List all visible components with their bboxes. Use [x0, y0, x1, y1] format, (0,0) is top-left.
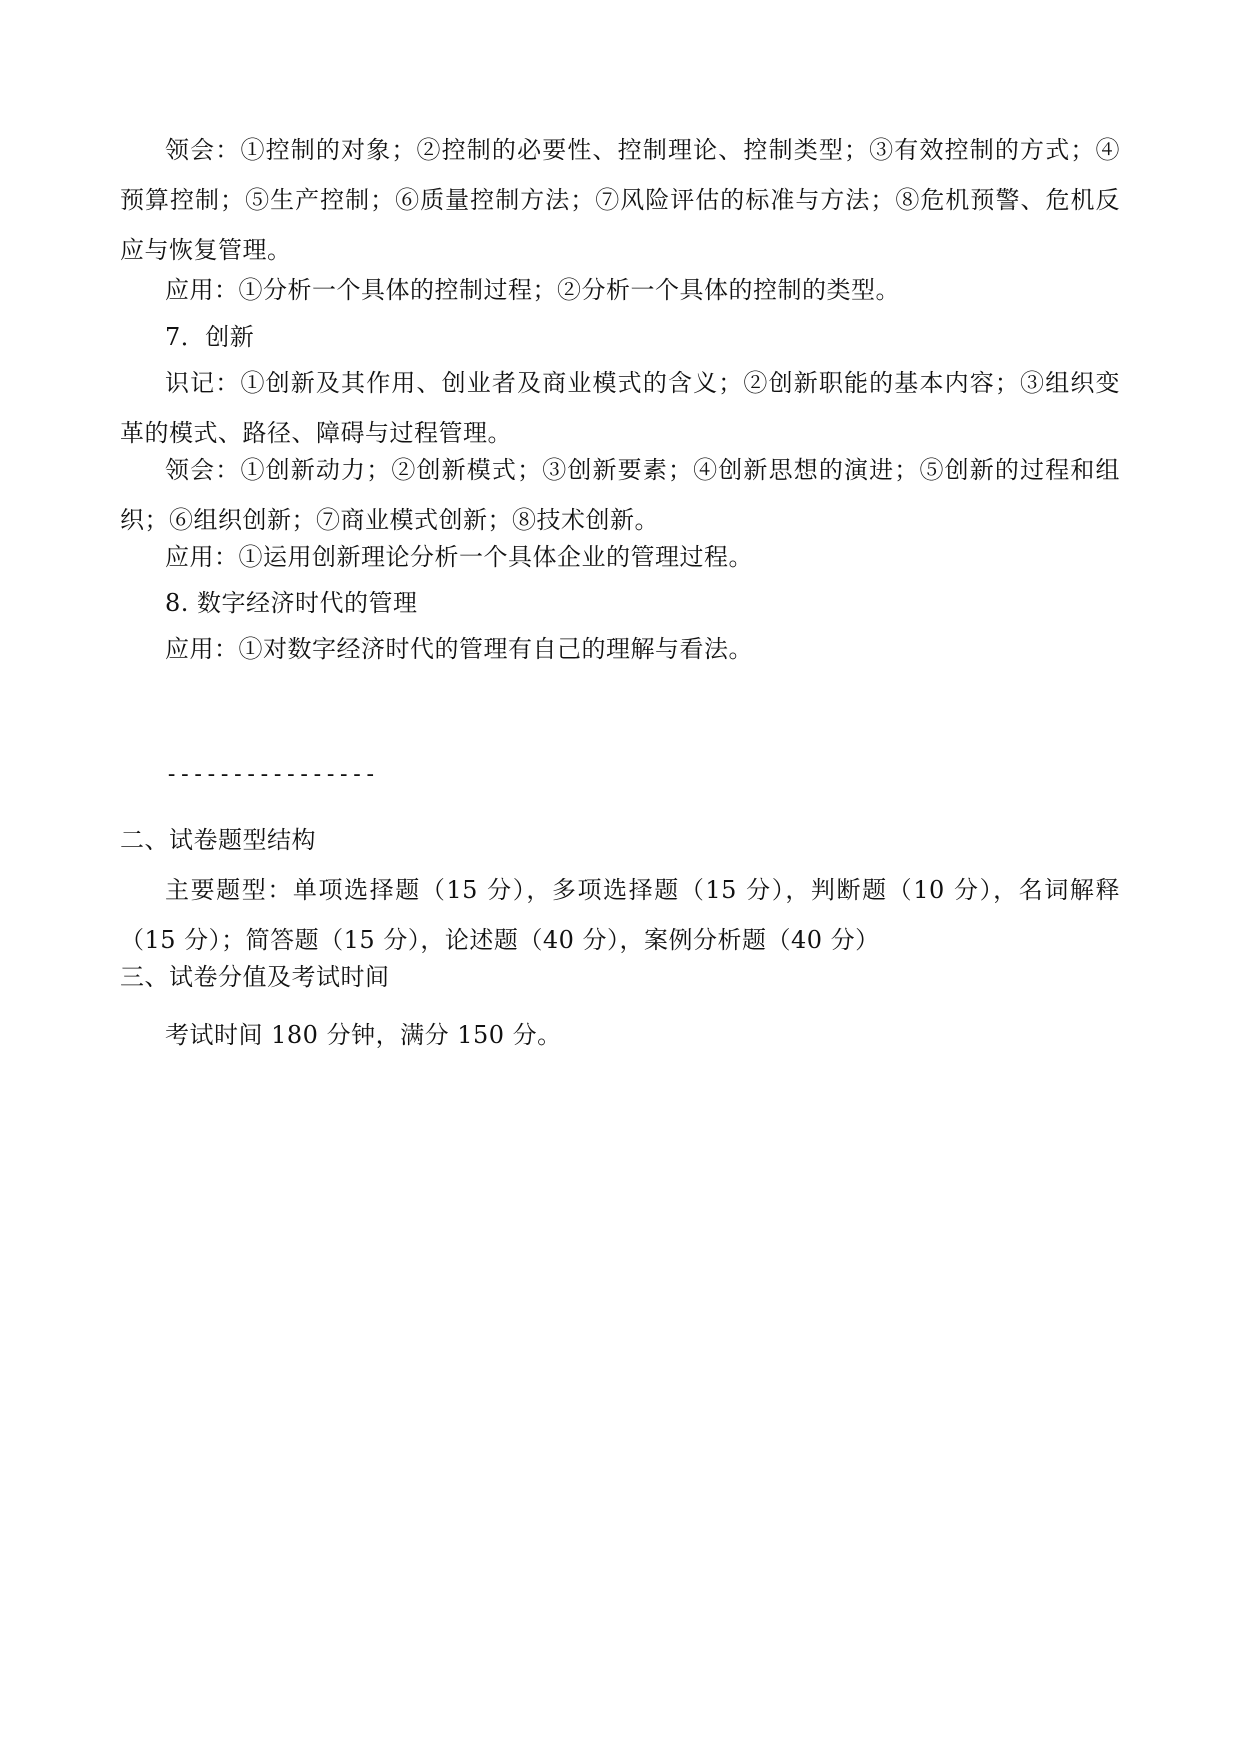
divider-line: ----------------	[165, 762, 377, 787]
control-comprehension-paragraph: 领会：①控制的对象；②控制的必要性、控制理论、控制类型；③有效控制的方式；④预算控制；⑤生产控制；⑥质量控制方法；⑦风险评估的标准与方法；⑧危机预警、危机反应与恢复管理。	[120, 136, 1120, 264]
innovation-memorize-paragraph: 识记：①创新及其作用、创业者及商业模式的含义；②创新职能的基本内容；③组织变革的模式、路径、障碍与过程管理。	[120, 369, 1120, 447]
digital-application-paragraph: 应用：①对数字经济时代的管理有自己的理解与看法。	[165, 635, 753, 663]
part3-body-paragraph: 考试时间 180 分钟，满分 150 分。	[165, 1021, 562, 1049]
innovation-comprehension-paragraph: 领会：①创新动力；②创新模式；③创新要素；④创新思想的演进；⑤创新的过程和组织；⑥组织创新；⑦商业模式创新；⑧技术创新。	[120, 456, 1120, 534]
part2-heading: 二、试卷题型结构	[120, 826, 316, 854]
digital-section-title: 8. 数字经济时代的管理	[165, 589, 418, 617]
control-application-paragraph: 应用：①分析一个具体的控制过程；②分析一个具体的控制的类型。	[165, 276, 900, 304]
innovation-section-title: 7．创新	[165, 323, 255, 351]
innovation-application-paragraph: 应用：①运用创新理论分析一个具体企业的管理过程。	[165, 543, 753, 571]
part2-body-paragraph: 主要题型：单项选择题（15 分），多项选择题（15 分），判断题（10 分），名词解释（15 分）；简答题（15 分），论述题（40 分），案例分析题（40 分）	[120, 876, 1120, 954]
part3-heading: 三、试卷分值及考试时间	[120, 963, 390, 991]
